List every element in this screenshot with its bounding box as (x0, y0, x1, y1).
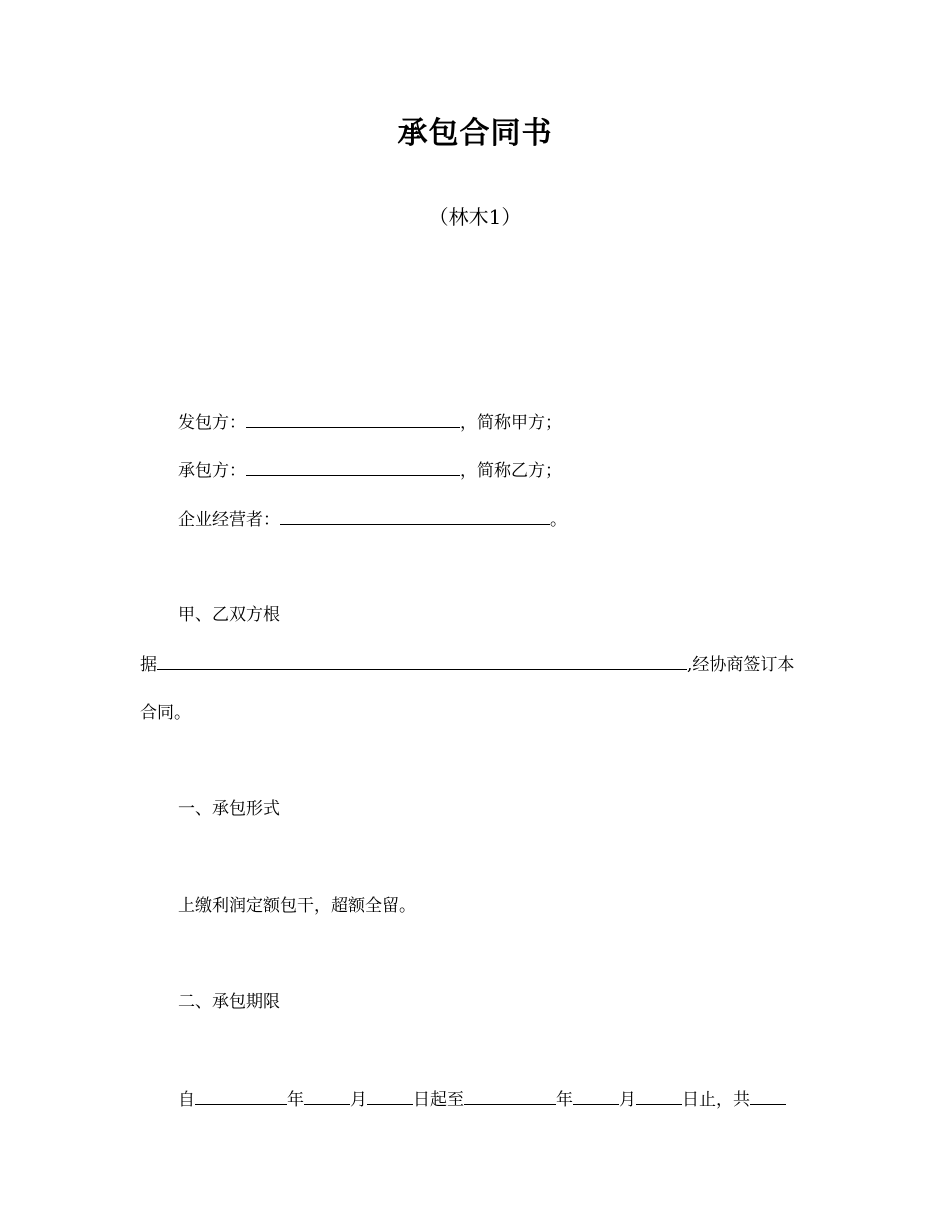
operator-label: 企业经营者： (178, 510, 280, 530)
term-month-1: 月 (350, 1090, 367, 1110)
term-month-2: 月 (619, 1090, 636, 1110)
start-month-blank[interactable] (304, 1086, 350, 1105)
preamble-line-3: 合同。 (140, 703, 191, 723)
total-years-blank[interactable] (750, 1086, 786, 1105)
operator-line (178, 506, 567, 533)
basis-blank[interactable] (157, 651, 687, 670)
term-day-1: 日起至 (413, 1090, 464, 1110)
start-year-blank[interactable] (195, 1086, 287, 1105)
preamble-prefix: 据 (140, 655, 157, 675)
preamble-line-1: 甲、乙双方根 (178, 605, 280, 625)
end-day-blank[interactable] (636, 1086, 682, 1105)
section-1-body: 上缴利润定额包干，超额全留。 (178, 896, 416, 916)
term-line (178, 1086, 786, 1113)
contractor-line (178, 457, 562, 484)
issuer-label: 发包方： (178, 413, 246, 433)
term-year-2: 年 (556, 1090, 573, 1110)
end-month-blank[interactable] (573, 1086, 619, 1105)
issuer-blank[interactable] (246, 409, 460, 428)
document-subtitle: （林木1） (428, 205, 522, 229)
preamble-line-2 (140, 651, 794, 678)
issuer-suffix: ，简称甲方； (460, 413, 562, 433)
contractor-suffix: ，简称乙方； (460, 461, 562, 481)
contractor-label: 承包方： (178, 461, 246, 481)
end-year-blank[interactable] (464, 1086, 556, 1105)
term-from: 自 (178, 1090, 195, 1110)
term-year-1: 年 (287, 1090, 304, 1110)
start-day-blank[interactable] (367, 1086, 413, 1105)
section-2-heading: 二、承包期限 (178, 992, 280, 1012)
term-day-2: 日止，共 (682, 1090, 750, 1110)
operator-blank[interactable] (280, 506, 550, 525)
operator-suffix: 。 (550, 510, 567, 530)
section-1-heading: 一、承包形式 (178, 799, 280, 819)
contractor-blank[interactable] (246, 457, 460, 476)
issuer-line (178, 409, 562, 436)
preamble-suffix: ,经协商签订本 (687, 655, 795, 675)
document-title: 承包合同书 (397, 116, 553, 151)
